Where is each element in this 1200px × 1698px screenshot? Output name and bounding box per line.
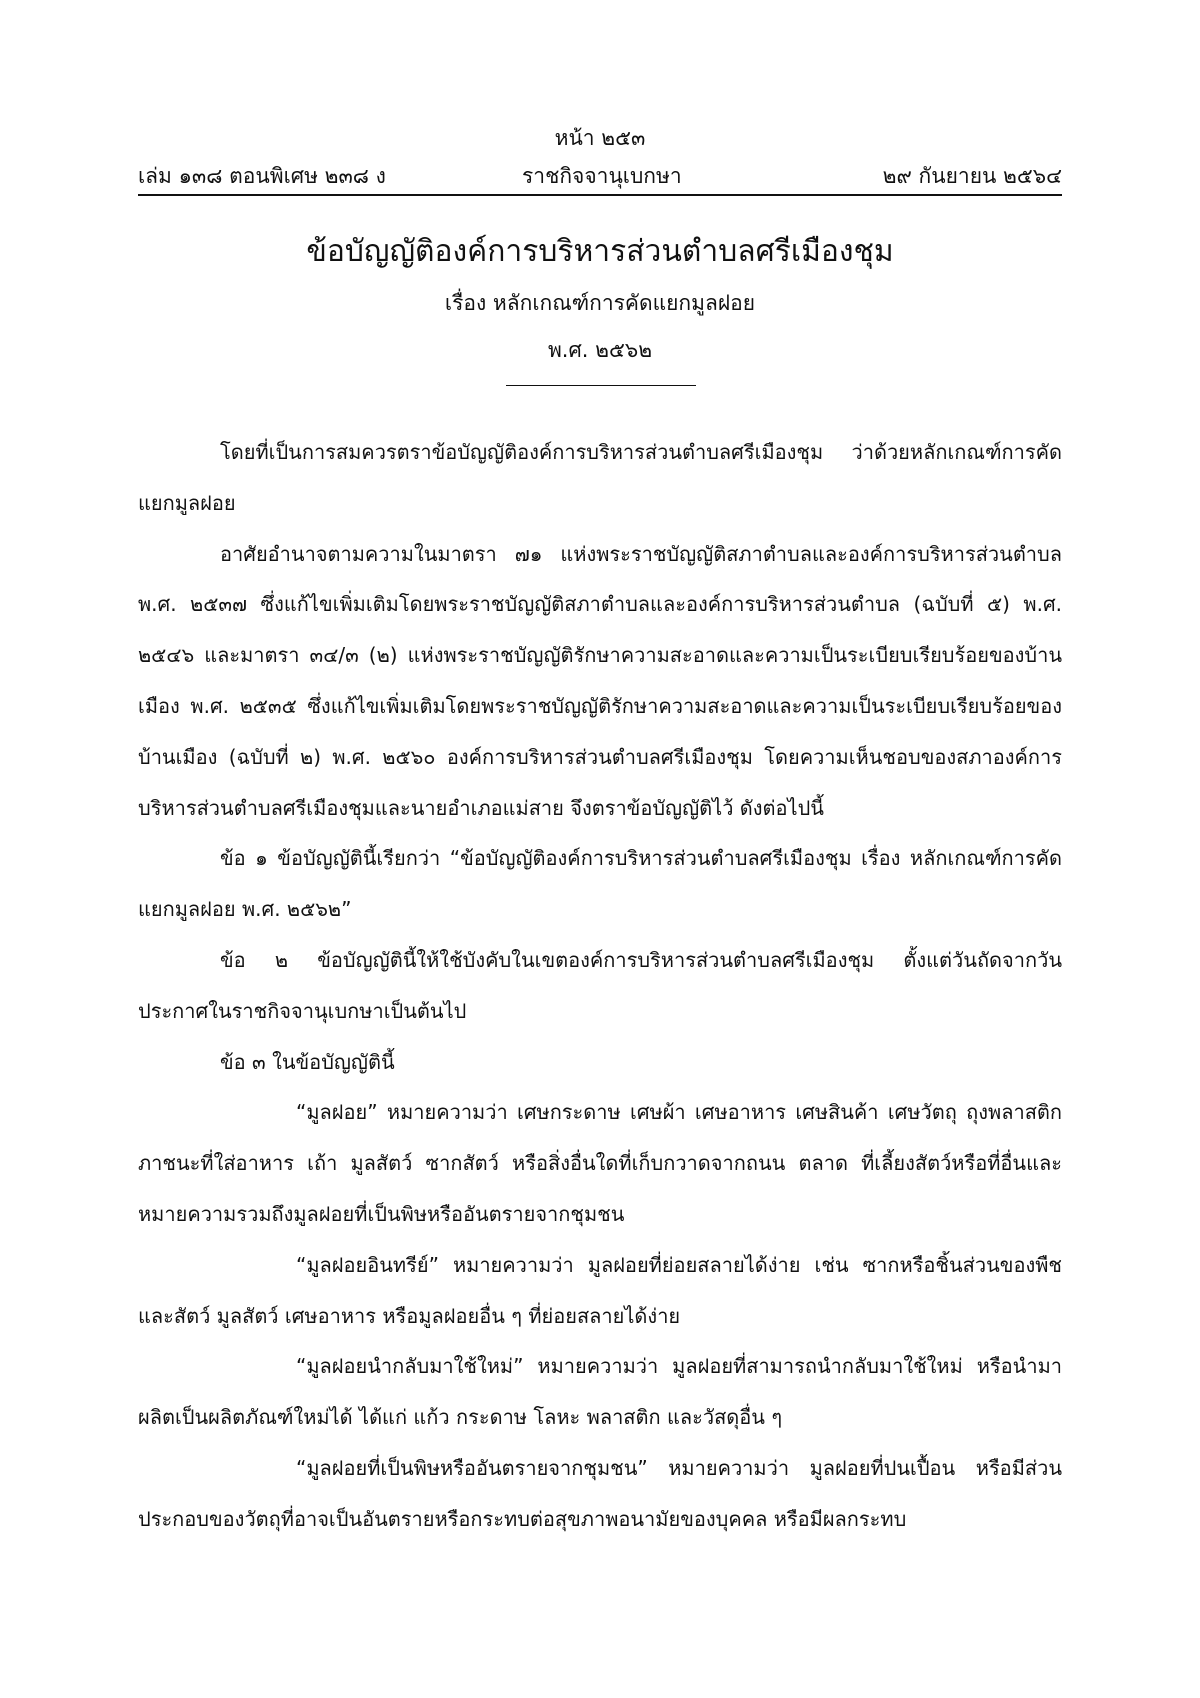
definition-recyclable-waste: “มูลฝอยนำกลับมาใช้ใหม่” หมายความว่า มูลฝอยที่สามารถนำกลับมาใช้ใหม่ หรือนำมาผลิตเป็นผลิตภัณฑ์ใหม่ได้ ได้แก่ แก้ว กระดาษ โลหะ พลาสติก และวัสดุอื่น ๆ xyxy=(138,1354,1062,1430)
document-year: พ.ศ. ๒๕๖๒ xyxy=(547,338,653,362)
clause-2: ข้อ ๒ ข้อบัญญัตินี้ให้ใช้บังคับในเขตองค์การบริหารส่วนตำบลศรีเมืองชุม ตั้งแต่วันถัดจากวันประกาศในราชกิจจานุเบกษาเป็นต้นไป xyxy=(138,947,1062,1023)
definition-hazardous-waste: “มูลฝอยที่เป็นพิษหรืออันตรายจากชุมชน” หมายความว่า มูลฝอยที่ปนเปื้อน หรือมีส่วนประกอบของวัตถุที่อาจเป็นอันตรายหรือกระทบต่อสุขภาพอนามัยของบุคคล หรือมีผลกระทบ xyxy=(138,1455,1062,1531)
title-divider xyxy=(506,385,696,386)
clause-3: ข้อ ๓ ในข้อบัญญัตินี้ xyxy=(220,1049,395,1074)
gazette-header xyxy=(138,160,1062,194)
page-number: หน้า ๒๕๓ xyxy=(554,126,646,150)
volume-info: เล่ม ๑๓๘ ตอนพิเศษ ๒๓๘ ง xyxy=(138,164,386,188)
header-divider xyxy=(138,194,1062,196)
publication-date: ๒๙ กันยายน ๒๕๖๔ xyxy=(882,164,1062,188)
document-title: ข้อบัญญัติองค์การบริหารส่วนตำบลศรีเมืองชุม xyxy=(306,234,894,269)
document-body xyxy=(138,427,1062,1545)
clause-1: ข้อ ๑ ข้อบัญญัตินี้เรียกว่า “ข้อบัญญัติองค์การบริหารส่วนตำบลศรีเมืองชุม เรื่อง หลักเกณฑ์การคัดแยกมูลฝอย พ.ศ. ๒๕๖๒” xyxy=(138,846,1062,922)
definition-organic-waste: “มูลฝอยอินทรีย์” หมายความว่า มูลฝอยที่ย่อยสลายได้ง่าย เช่น ซากหรือชิ้นส่วนของพืช และสัตว์ มูลสัตว์ เศษอาหาร หรือมูลฝอยอื่น ๆ ที่ย่อยสลายได้ง่าย xyxy=(138,1252,1062,1328)
preamble-paragraph: โดยที่เป็นการสมควรตราข้อบัญญัติองค์การบริหารส่วนตำบลศรีเมืองชุม ว่าด้วยหลักเกณฑ์การคัดแยกมูลฝอย xyxy=(138,440,1062,515)
definition-waste: “มูลฝอย” หมายความว่า เศษกระดาษ เศษผ้า เศษอาหาร เศษสินค้า เศษวัตถุ ถุงพลาสติก ภาชนะที่ใส่อาหาร เถ้า มูลสัตว์ ซากสัตว์ หรือสิ่งอื่นใดที่เก็บกวาดจากถนน ตลาด ที่เลี้ยงสัตว์หรือที่อื่นและหมายความรวมถึงมูลฝอยที่เป็นพิษหรืออันตรายจากชุมชน xyxy=(138,1100,1062,1226)
authority-paragraph: อาศัยอำนาจตามความในมาตรา ๗๑ แห่งพระราชบัญญัติสภาตำบลและองค์การบริหารส่วนตำบล พ.ศ. ๒๕๓๗ ซึ่งแก้ไขเพิ่มเติมโดยพระราชบัญญัติสภาตำบลและองค์การบริหารส่วนตำบล (ฉบับที่ ๕) พ.ศ. ๒๕๔๖ และมาตรา ๓๔/๓ (๒) แห่งพระราชบัญญัติรักษาความสะอาดและความเป็นระเบียบเรียบร้อยของบ้านเมือง พ.ศ. ๒๕๓๕ ซึ่งแก้ไขเพิ่มเติมโดยพระราชบัญญัติรักษาความสะอาดและความเป็นระเบียบเรียบร้อยของบ้านเมือง (ฉบับที่ ๒) พ.ศ. ๒๕๖๐ องค์การบริหารส่วนตำบลศรีเมืองชุม โดยความเห็นชอบของสภาองค์การบริหารส่วนตำบลศรีเมืองชุมและนายอำเภอแม่สาย จึงตราข้อบัญญัติไว้ ดังต่อไปนี้ xyxy=(138,541,1062,820)
publication-name: ราชกิจจานุเบกษา xyxy=(522,164,682,188)
document-subject: เรื่อง หลักเกณฑ์การคัดแยกมูลฝอย xyxy=(444,291,756,315)
